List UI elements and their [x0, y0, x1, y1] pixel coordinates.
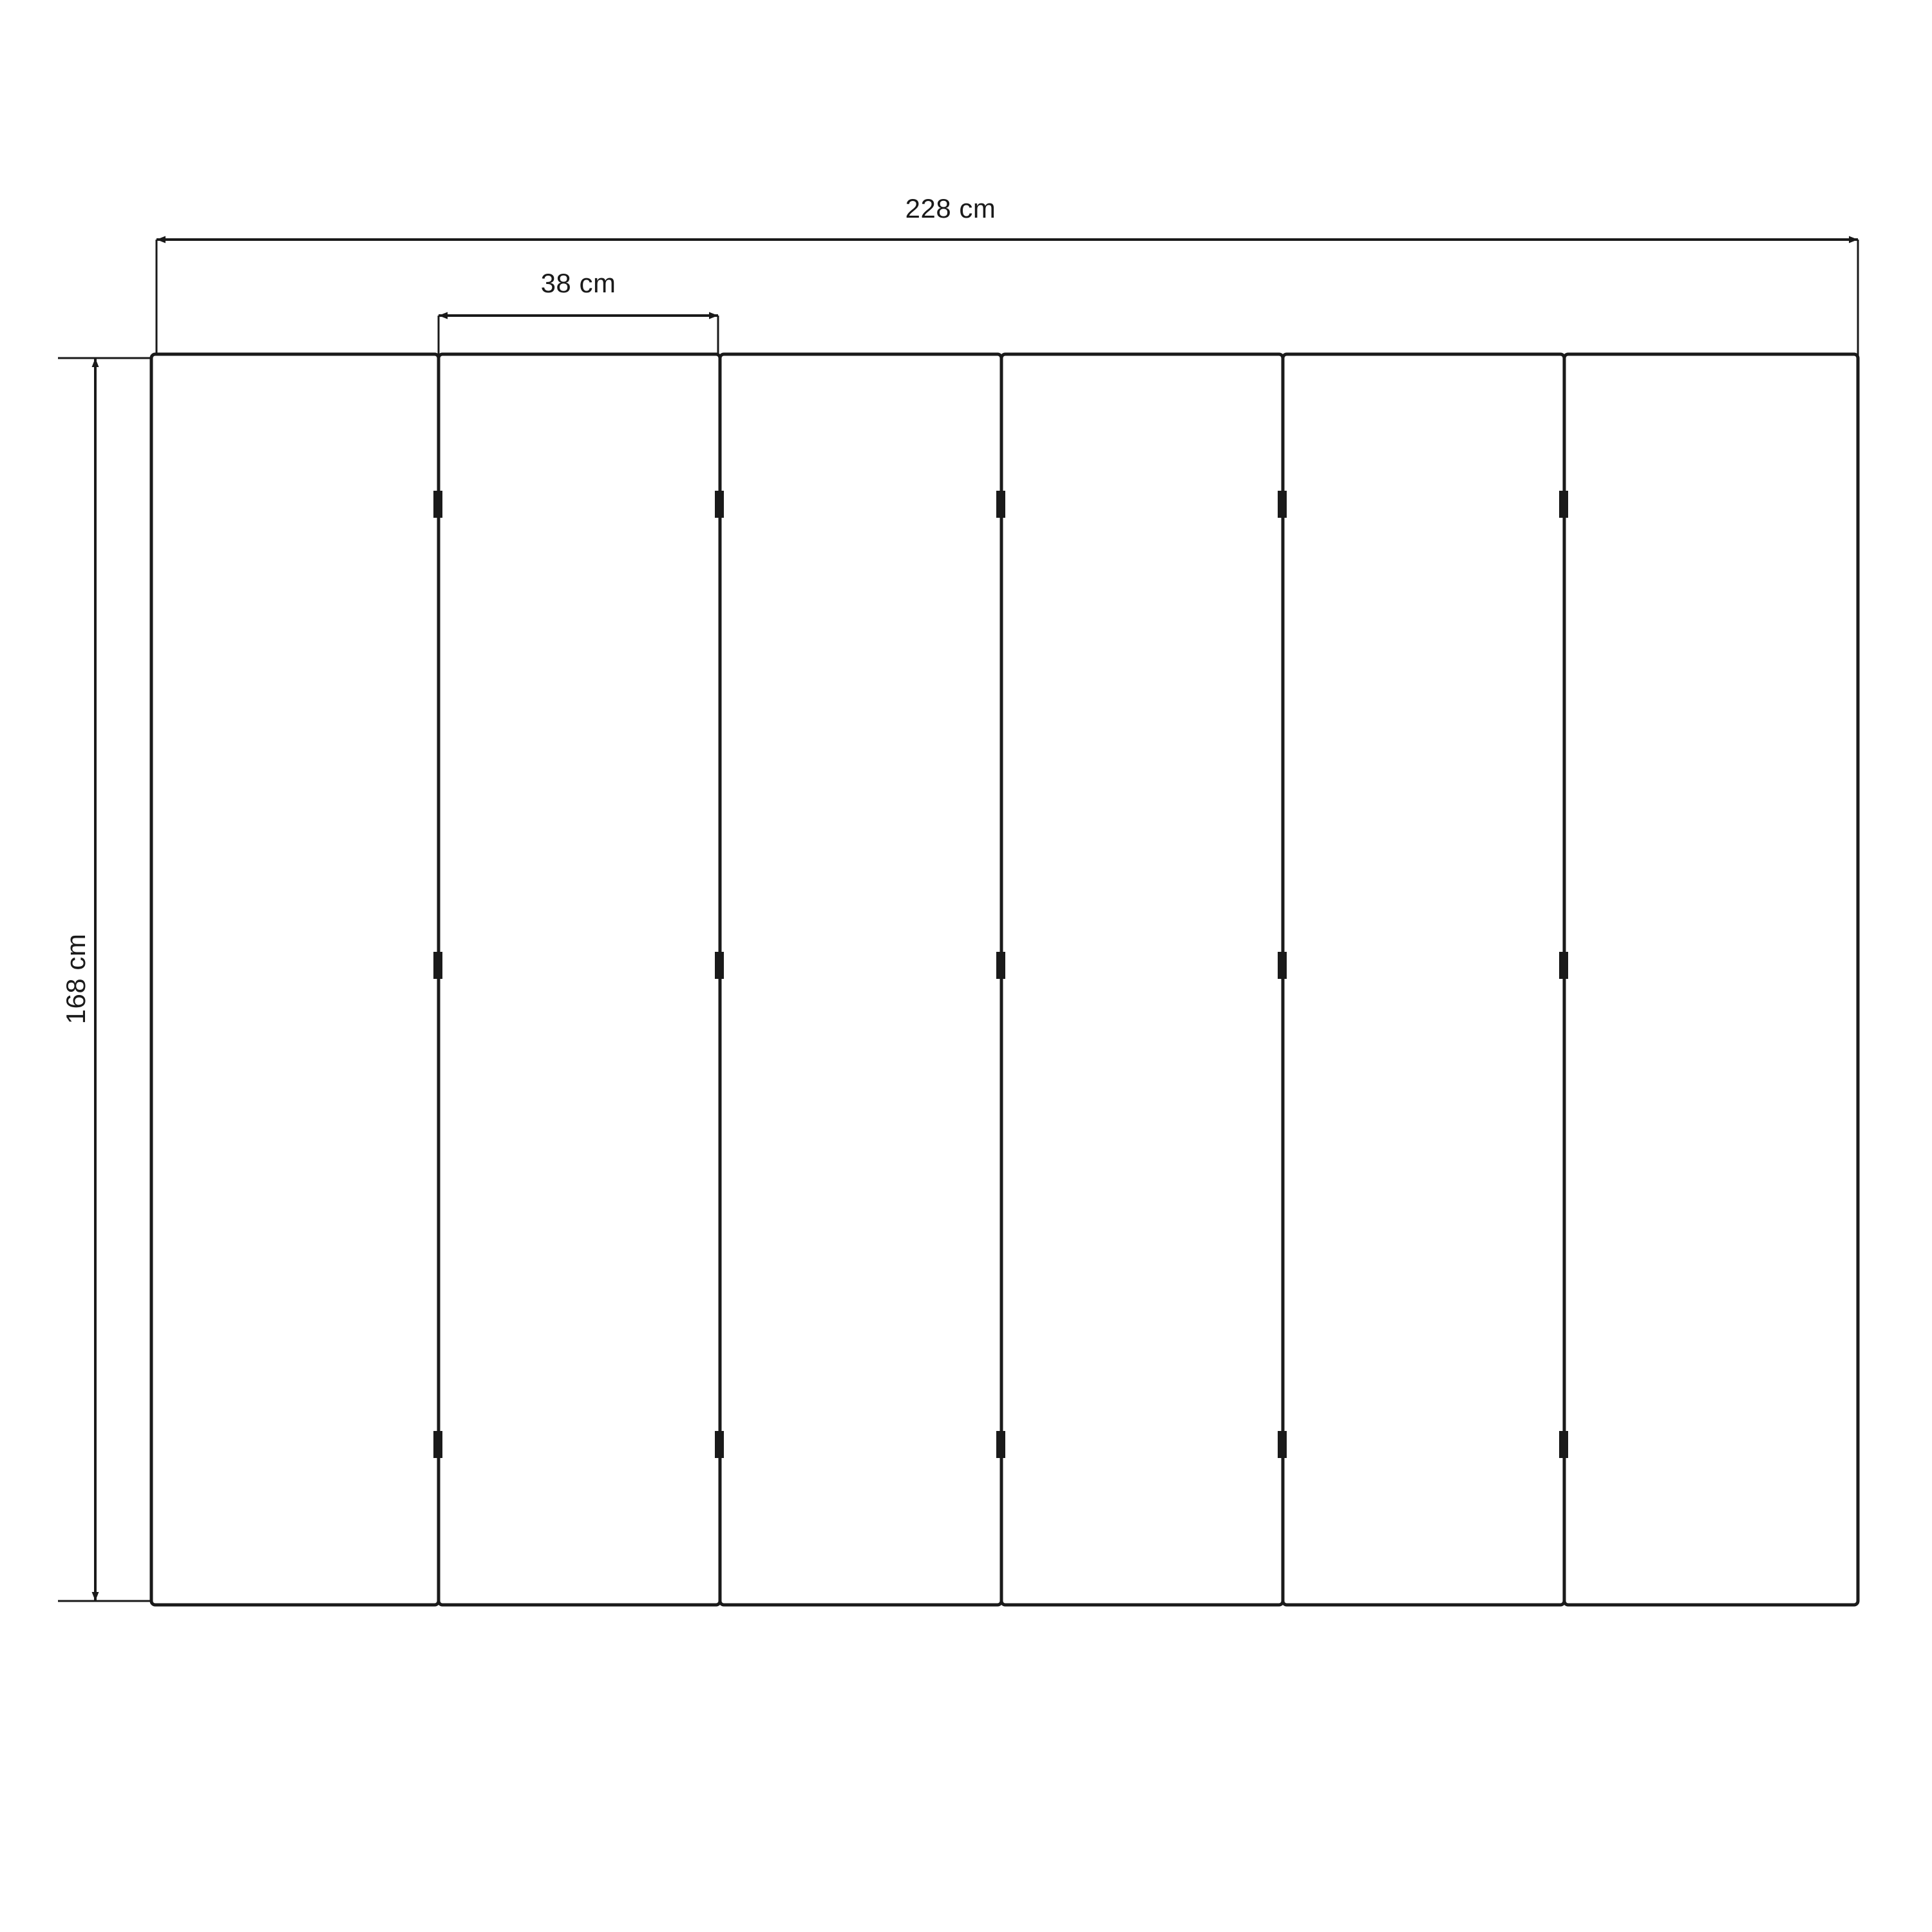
hinge-icon — [996, 1431, 1005, 1458]
height-label: 168 cm — [61, 933, 91, 1025]
total-width-dimension — [156, 240, 1858, 358]
panel-6 — [1564, 354, 1858, 1605]
panel-width-label: 38 cm — [540, 268, 616, 298]
hinge-icon — [996, 491, 1005, 518]
panel-group — [151, 354, 1858, 1605]
panel-4 — [1001, 354, 1283, 1605]
hinge-icon — [1278, 1431, 1287, 1458]
total-width-label: 228 cm — [905, 193, 996, 223]
hinge-icon — [1559, 491, 1568, 518]
hinge-icon — [996, 952, 1005, 979]
hinge-icon — [1278, 952, 1287, 979]
panel-5 — [1283, 354, 1564, 1605]
hinge-icon — [433, 491, 442, 518]
hinge-icon — [1559, 1431, 1568, 1458]
hinge-icon — [715, 1431, 724, 1458]
hinge-icon — [433, 952, 442, 979]
panel-3 — [720, 354, 1001, 1605]
panel-width-dimension — [439, 316, 718, 358]
hinge-icon — [433, 1431, 442, 1458]
panel-2 — [439, 354, 720, 1605]
hinge-icon — [715, 952, 724, 979]
hinge-icon — [715, 491, 724, 518]
hinge-icon — [1559, 952, 1568, 979]
panel-1 — [151, 354, 439, 1605]
hinge-icon — [1278, 491, 1287, 518]
